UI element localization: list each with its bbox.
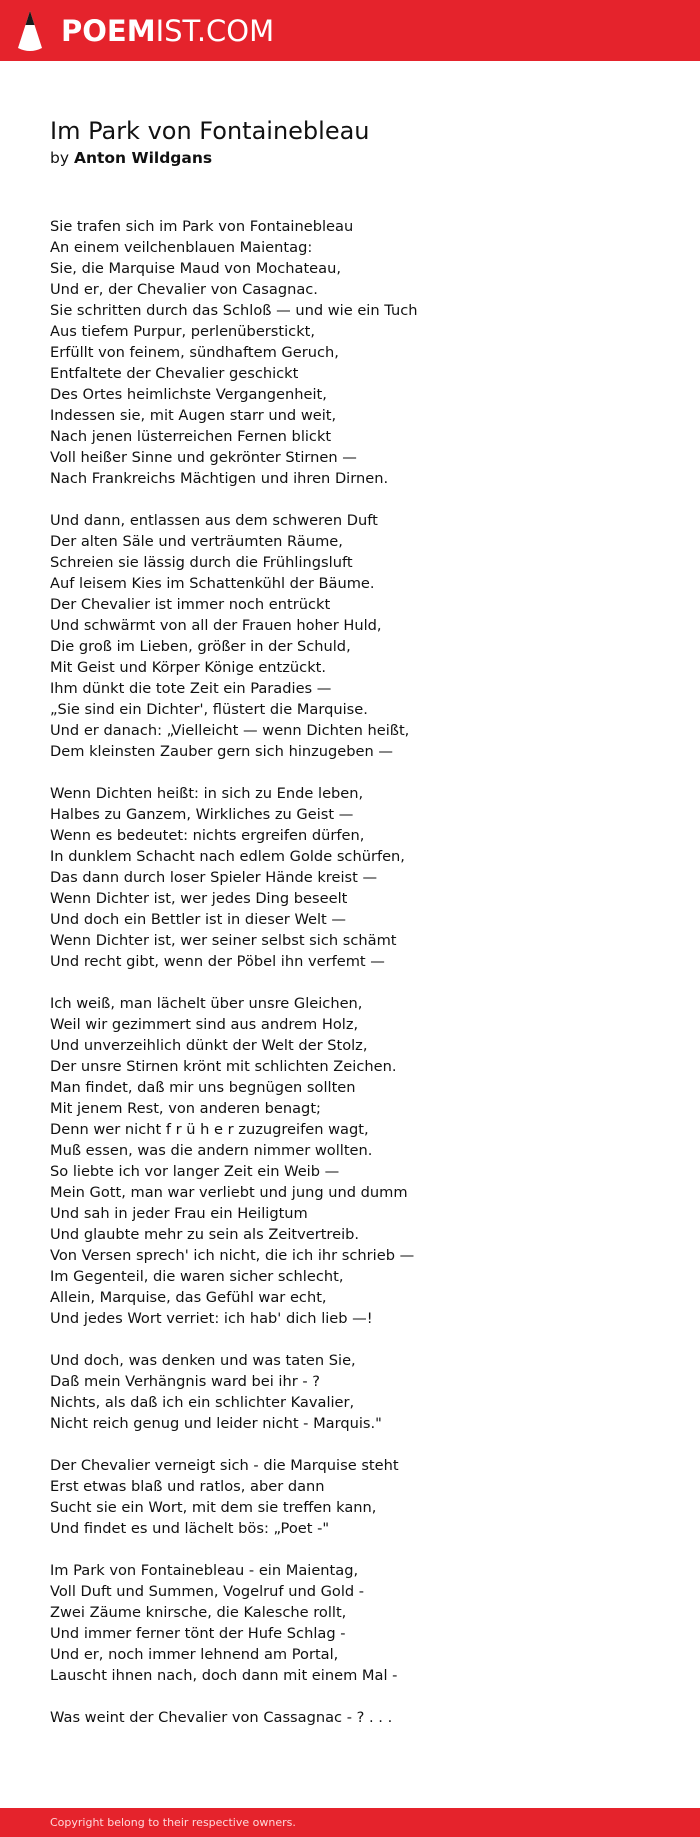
poem-line: Des Ortes heimlichste Vergangenheit, <box>50 386 327 403</box>
poem-line: In dunklem Schacht nach edlem Golde schürfen, <box>50 848 405 865</box>
logo-brand-light: IST.COM <box>155 13 275 48</box>
poem-line: Sie schritten durch das Schloß — und wie ein Tuch <box>50 302 418 319</box>
poem-line: Der unsre Stirnen krönt mit schlichten Zeichen. <box>50 1058 397 1075</box>
poem-line: Zwei Zäume knirsche, die Kalesche rollt, <box>50 1604 347 1621</box>
site-logo-link[interactable] <box>16 10 274 52</box>
poem-line: Und recht gibt, wenn der Pöbel ihn verfemt — <box>50 953 385 970</box>
poem-line: Schreien sie lässig durch die Frühlingsluft <box>50 554 353 571</box>
poem-stanza <box>50 510 650 762</box>
poem-line: Man findet, daß mir uns begnügen sollten <box>50 1079 356 1096</box>
poem-line: Im Gegenteil, die waren sicher schlecht, <box>50 1268 344 1285</box>
poem-line: Ihm dünkt die tote Zeit ein Paradies — <box>50 680 332 697</box>
poem-line: Weil wir gezimmert sind aus andrem Holz, <box>50 1016 359 1033</box>
poem-line: Und doch ein Bettler ist in dieser Welt — <box>50 911 347 928</box>
author-link[interactable]: Anton Wildgans <box>73 149 213 167</box>
poem-stanza <box>50 1350 650 1434</box>
poem-line: Aus tiefem Purpur, perlenüberstickt, <box>50 323 316 340</box>
poem-line: Wenn Dichter ist, wer seiner selbst sich schämt <box>50 932 397 949</box>
poem-line: Auf leisem Kies im Schattenkühl der Bäume. <box>50 575 375 592</box>
poem-line: Von Versen sprech' ich nicht, die ich ihr schrieb — <box>50 1247 415 1264</box>
site-footer <box>0 1808 700 1837</box>
poem-line: Voll heißer Sinne und gekrönter Stirnen — <box>50 449 357 466</box>
poem-line: Mein Gott, man war verliebt und jung und dumm <box>50 1184 408 1201</box>
poem-line: Der Chevalier verneigt sich - die Marquise steht <box>50 1457 399 1474</box>
poem-line: Voll Duft und Summen, Vogelruf und Gold - <box>50 1583 365 1600</box>
poem-line: Mit jenem Rest, von anderen benagt; <box>50 1100 321 1117</box>
poem-line: Daß mein Verhängnis ward bei ihr - ? <box>50 1373 321 1390</box>
poem-line: An einem veilchenblauen Maientag: <box>50 239 313 256</box>
poem-line: Mit Geist und Körper Könige entzückt. <box>50 659 327 676</box>
logo-brand-bold: POEM <box>61 13 156 48</box>
poem-line: Und glaubte mehr zu sein als Zeitvertreib. <box>50 1226 360 1243</box>
poem-line: Und doch, was denken und was taten Sie, <box>50 1352 356 1369</box>
poem-content <box>50 116 650 1749</box>
poem-line: Lauscht ihnen nach, doch dann mit einem Mal - <box>50 1667 398 1684</box>
poem-line: Der Chevalier ist immer noch entrückt <box>50 596 331 613</box>
poem-line: So liebte ich vor langer Zeit ein Weib — <box>50 1163 340 1180</box>
poem-line: Und findet es und lächelt bös: „Poet -" <box>50 1520 330 1537</box>
poem-line: Und dann, entlassen aus dem schweren Duft <box>50 512 378 529</box>
poem-line: Und er danach: „Vielleicht — wenn Dichten heißt, <box>50 722 410 739</box>
poem-line: Sie trafen sich im Park von Fontainebleau <box>50 218 354 235</box>
poem-line: Denn wer nicht f r ü h e r zuzugreifen wagt, <box>50 1121 369 1138</box>
poem-line: Indessen sie, mit Augen starr und weit, <box>50 407 337 424</box>
poem-line: Der alten Säle und verträumten Räume, <box>50 533 343 550</box>
poem-line: Sucht sie ein Wort, mit dem sie treffen kann, <box>50 1499 377 1516</box>
poem-line: Im Park von Fontainebleau - ein Maientag, <box>50 1562 359 1579</box>
poem-line: „Sie sind ein Dichter', flüstert die Marquise. <box>50 701 368 718</box>
poem-line: Nach jenen lüsterreichen Fernen blickt <box>50 428 332 445</box>
poem-line: Sie, die Marquise Maud von Mochateau, <box>50 260 341 277</box>
poem-stanza <box>50 216 650 489</box>
poem-line: Und sah in jeder Frau ein Heiligtum <box>50 1205 308 1222</box>
poem-line: Was weint der Chevalier von Cassagnac - ? . . . <box>50 1709 393 1726</box>
poem-line: Halbes zu Ganzem, Wirkliches zu Geist — <box>50 806 354 823</box>
poem-byline <box>50 147 650 169</box>
poem-line: Und immer ferner tönt der Hufe Schlag - <box>50 1625 346 1642</box>
poem-line: Muß essen, was die andern nimmer wollten. <box>50 1142 373 1159</box>
poem-line: Und er, noch immer lehnend am Portal, <box>50 1646 339 1663</box>
poem-line: Erfüllt von feinem, sündhaftem Geruch, <box>50 344 339 361</box>
poem-title: Im Park von Fontainebleau <box>50 117 370 145</box>
pencil-icon <box>16 10 44 52</box>
poem-line: Entfaltete der Chevalier geschickt <box>50 365 299 382</box>
site-logo-text <box>61 13 275 48</box>
site-header <box>0 0 700 61</box>
poem-stanza <box>50 783 650 972</box>
poem-line: Wenn es bedeutet: nichts ergreifen dürfen, <box>50 827 365 844</box>
poem-line: Ich weiß, man lächelt über unsre Gleichen, <box>50 995 363 1012</box>
poem-line: Und unverzeihlich dünkt der Welt der Stolz, <box>50 1037 368 1054</box>
byline-prefix: by <box>50 149 70 167</box>
poem-line: Und schwärmt von all der Frauen hoher Huld, <box>50 617 382 634</box>
poem-line: Und jedes Wort verriet: ich hab' dich lieb —! <box>50 1310 373 1327</box>
poem-line: Dem kleinsten Zauber gern sich hinzugeben — <box>50 743 393 760</box>
poem-line: Nach Frankreichs Mächtigen und ihren Dirnen. <box>50 470 389 487</box>
poem-line: Erst etwas blaß und ratlos, aber dann <box>50 1478 325 1495</box>
poem-stanza <box>50 1707 650 1728</box>
poem-line: Wenn Dichter ist, wer jedes Ding beseelt <box>50 890 348 907</box>
poem-body <box>50 216 650 1728</box>
poem-stanza <box>50 1455 650 1539</box>
poem-line: Das dann durch loser Spieler Hände kreist — <box>50 869 378 886</box>
poem-stanza <box>50 1560 650 1686</box>
poem-line: Und er, der Chevalier von Casagnac. <box>50 281 318 298</box>
poem-line: Nichts, als daß ich ein schlichter Kavalier, <box>50 1394 355 1411</box>
poem-stanza <box>50 993 650 1329</box>
poem-line: Die groß im Lieben, größer in der Schuld, <box>50 638 351 655</box>
poem-line: Allein, Marquise, das Gefühl war echt, <box>50 1289 327 1306</box>
copyright-text: Copyright belong to their respective owners. <box>50 1816 296 1829</box>
poem-line: Nicht reich genug und leider nicht - Marquis." <box>50 1415 382 1432</box>
poem-line: Wenn Dichten heißt: in sich zu Ende leben, <box>50 785 364 802</box>
